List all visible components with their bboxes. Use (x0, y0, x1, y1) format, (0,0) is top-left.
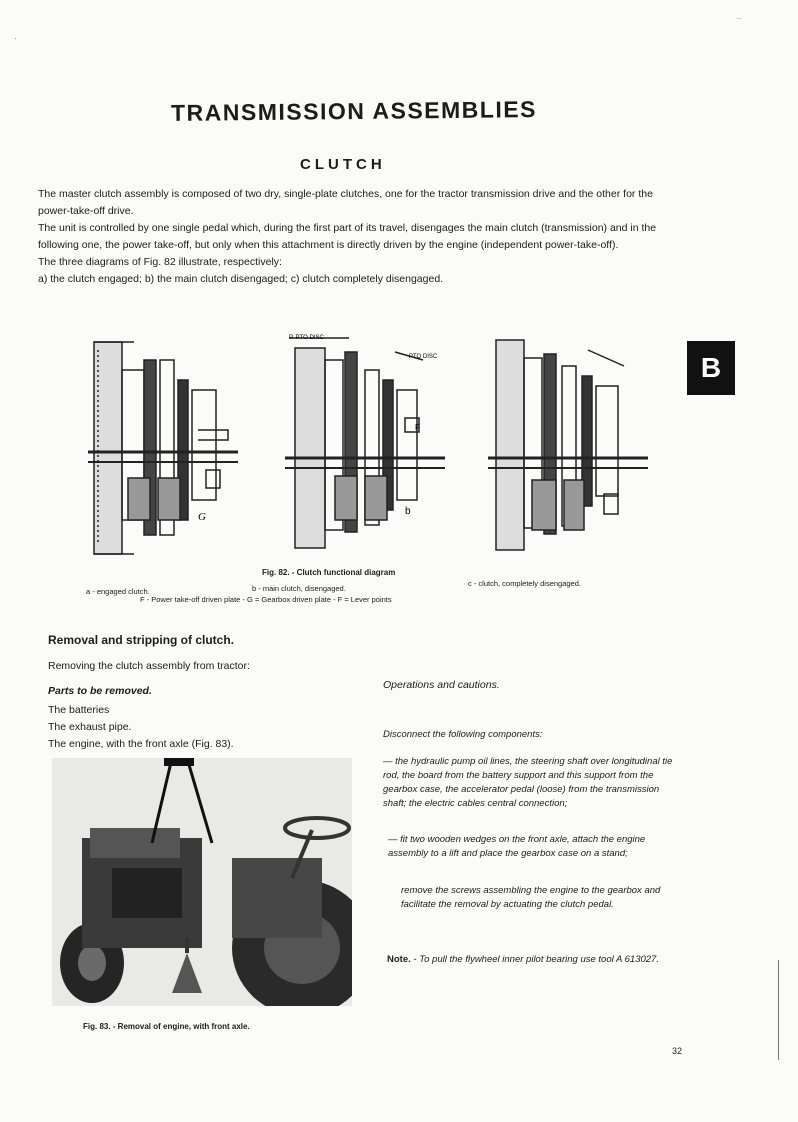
parts-list (48, 702, 234, 753)
operations-step-3: remove the screws assembling the engine to the gearbox and facilitate the removal by actuating the clutch pedal. (401, 885, 661, 910)
figure-82-legend-parts: F - Power take-off driven plate - G = Gearbox driven plate - F = Lever points (140, 595, 392, 604)
intro-paragraph-1: The master clutch assembly is composed of two dry, single-plate clutches, one for the tractor transmission drive and the other for the power-take-off drive. (38, 188, 653, 217)
removal-subheading: Removing the clutch assembly from tractor: (48, 660, 250, 672)
operations-step-2: — fit two wooden wedges on the front axle, attach the engine assembly to a lift and place the gearbox case on a stand; (388, 834, 646, 859)
page-title: TRANSMISSION ASSEMBLIES (170, 96, 538, 126)
page-number: 32 (672, 1046, 683, 1056)
intro-paragraph-2: The unit is controlled by one single pedal which, during the first part of its travel, disengages the main clutch (transmission) and in the following one, the power take-off, but only when this attachment is directly driven by the engine (independent power-take-off). (38, 222, 657, 251)
figure-82-legend-b: b - main clutch, disengaged. (252, 584, 346, 593)
operations-step-1: — the hydraulic pump oil lines, the steering shaft over longitudinal tie rod, the board from the battery support and this support from the gearbox case, the accelerator pedal (loose) from the transmission shaft; the electric cables central connection; (383, 756, 673, 809)
diagram-label-b: b (405, 506, 411, 517)
clutch-diagram-a (88, 330, 238, 565)
binding-edge-line (778, 960, 779, 1060)
corner-mark-top-left: · (14, 34, 17, 43)
operations-note (387, 953, 683, 967)
figure-82-legend-a: a - engaged clutch. (86, 587, 150, 596)
diagram-label-f: F (415, 423, 420, 432)
figure-82-caption: Fig. 82. - Clutch functional diagram (262, 568, 396, 577)
diagram-label-g: G (198, 511, 206, 523)
section-title: CLUTCH (300, 156, 386, 173)
figure-82-legend-c: c - clutch, completely disengaged. (468, 579, 581, 588)
diagram-callout-b-right: PTO DISC (409, 354, 438, 360)
parts-heading: Parts to be removed. (48, 685, 152, 697)
removal-heading: Removal and stripping of clutch. (48, 633, 235, 647)
intro-text (38, 186, 678, 288)
section-tab-b: B (687, 341, 735, 395)
operations-heading: Operations and cautions. (383, 679, 500, 691)
clutch-diagram-b (285, 330, 445, 565)
note-label: Note. (387, 954, 411, 965)
diagram-callout-b: P. PTO DISC (289, 335, 324, 341)
engine-removal-photo (52, 758, 352, 1006)
note-text: - To pull the flywheel inner pilot bearing use tool A 613027. (410, 954, 659, 965)
clutch-diagram-c (488, 330, 648, 565)
parts-item: The batteries (48, 704, 110, 716)
parts-item: The engine, with the front axle (Fig. 83). (48, 738, 234, 750)
corner-mark-top-right: ·· (736, 14, 742, 23)
intro-paragraph-4: a) the clutch engaged; b) the main clutch disengaged; c) clutch completely disengaged. (38, 273, 444, 285)
intro-paragraph-3: The three diagrams of Fig. 82 illustrate, respectively: (38, 256, 282, 268)
figure-83-caption: Fig. 83. - Removal of engine, with front axle. (83, 1022, 250, 1031)
operations-intro: Disconnect the following components: (383, 729, 543, 740)
parts-item: The exhaust pipe. (48, 721, 132, 733)
